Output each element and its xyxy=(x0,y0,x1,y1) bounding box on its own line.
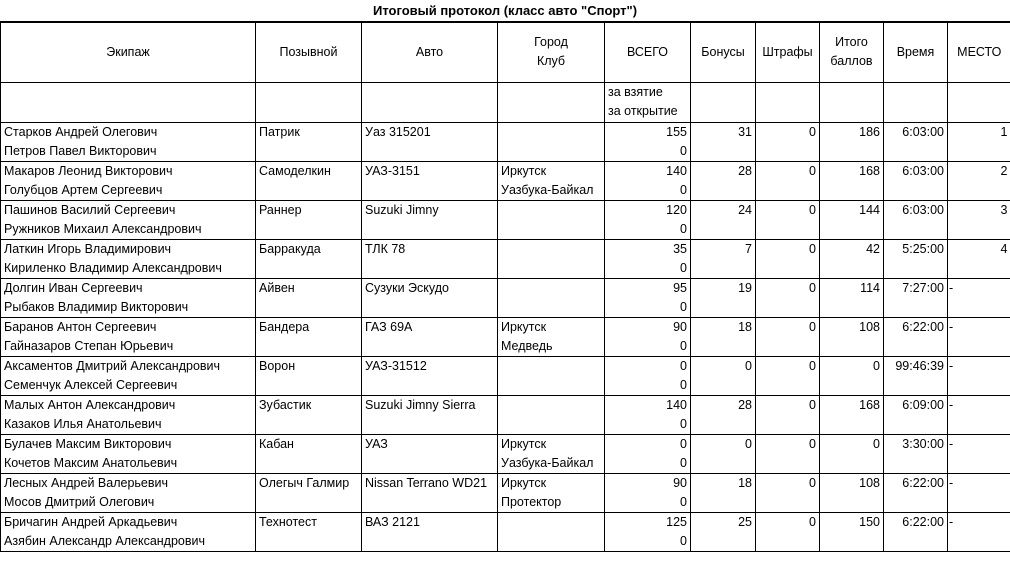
cell-club: Протектор xyxy=(498,493,605,513)
cell-club: Уазбука-Байкал xyxy=(498,181,605,201)
cell-empty xyxy=(948,493,1010,513)
cell-empty xyxy=(691,376,756,396)
cell-empty xyxy=(948,376,1010,396)
cell-city xyxy=(498,122,605,142)
cell-driver: Баранов Антон Сергеевич xyxy=(1,317,256,337)
cell-empty xyxy=(948,337,1010,357)
cell-take: 90 xyxy=(605,317,691,337)
table-row xyxy=(1,317,1010,337)
cell-navigator: Казаков Илья Анатольевич xyxy=(1,415,256,435)
cell-club xyxy=(498,298,605,318)
cell-place: - xyxy=(948,473,1010,493)
header-row xyxy=(1,22,1010,82)
cell-city xyxy=(498,356,605,376)
cell-auto: ТЛК 78 xyxy=(362,239,498,259)
cell-empty xyxy=(884,454,948,474)
cell-driver: Бричагин Андрей Аркадьевич xyxy=(1,512,256,532)
cell-bonus: 28 xyxy=(691,395,756,415)
cell-empty xyxy=(884,376,948,396)
cell-driver: Булачев Максим Викторович xyxy=(1,434,256,454)
cell-navigator: Ружников Михаил Александрович xyxy=(1,220,256,240)
cell-points: 168 xyxy=(820,161,884,181)
cell-club: Уазбука-Байкал xyxy=(498,454,605,474)
cell-navigator: Петров Павел Викторович xyxy=(1,142,256,162)
cell-points: 150 xyxy=(820,512,884,532)
cell-bonus: 24 xyxy=(691,200,756,220)
subheader-open: за открытие xyxy=(608,103,678,118)
header-time: Время xyxy=(884,22,948,82)
cell-empty xyxy=(820,376,884,396)
cell-points: 114 xyxy=(820,278,884,298)
cell-time: 6:03:00 xyxy=(884,122,948,142)
cell-empty xyxy=(884,337,948,357)
table-row xyxy=(1,122,1010,142)
cell-empty xyxy=(691,298,756,318)
cell-take: 35 xyxy=(605,239,691,259)
cell-time: 3:30:00 xyxy=(884,434,948,454)
cell-empty xyxy=(691,454,756,474)
cell-place: 3 xyxy=(948,200,1010,220)
cell-take: 90 xyxy=(605,473,691,493)
cell-city: Иркутск xyxy=(498,317,605,337)
cell-driver: Долгин Иван Сергеевич xyxy=(1,278,256,298)
cell-open: 0 xyxy=(605,142,691,162)
cell-time: 99:46:39 xyxy=(884,356,948,376)
cell-callsign: Ворон xyxy=(256,356,362,376)
cell-empty xyxy=(756,376,820,396)
cell-empty xyxy=(691,532,756,552)
cell-empty xyxy=(756,298,820,318)
cell-take: 120 xyxy=(605,200,691,220)
cell-driver: Макаров Леонид Викторович xyxy=(1,161,256,181)
table-row xyxy=(1,239,1010,259)
cell-open: 0 xyxy=(605,493,691,513)
table-row xyxy=(1,376,1010,396)
cell-callsign: Зубастик xyxy=(256,395,362,415)
cell-take: 95 xyxy=(605,278,691,298)
cell-penalty: 0 xyxy=(756,512,820,532)
cell-empty xyxy=(756,532,820,552)
cell-empty xyxy=(691,493,756,513)
cell-points: 168 xyxy=(820,395,884,415)
cell-auto: Suzuki Jimny xyxy=(362,200,498,220)
cell-take: 0 xyxy=(605,356,691,376)
cell-empty xyxy=(256,259,362,279)
cell-empty xyxy=(948,298,1010,318)
cell-empty xyxy=(362,376,498,396)
cell-time: 6:03:00 xyxy=(884,161,948,181)
cell-empty xyxy=(691,337,756,357)
cell-driver: Лесных Андрей Валерьевич xyxy=(1,473,256,493)
cell-empty xyxy=(948,181,1010,201)
table-row xyxy=(1,473,1010,493)
cell-open: 0 xyxy=(605,337,691,357)
results-table xyxy=(0,21,1010,552)
table-row xyxy=(1,278,1010,298)
cell-points: 42 xyxy=(820,239,884,259)
cell-driver: Аксаментов Дмитрий Александрович xyxy=(1,356,256,376)
cell-navigator: Семенчук Алексей Сергеевич xyxy=(1,376,256,396)
cell-place: 2 xyxy=(948,161,1010,181)
table-row xyxy=(1,200,1010,220)
cell-penalty: 0 xyxy=(756,200,820,220)
cell-bonus: 31 xyxy=(691,122,756,142)
cell-empty xyxy=(884,415,948,435)
cell-empty xyxy=(362,532,498,552)
cell-bonus: 19 xyxy=(691,278,756,298)
cell-bonus: 25 xyxy=(691,512,756,532)
cell-navigator: Кочетов Максим Анатольевич xyxy=(1,454,256,474)
cell-empty xyxy=(948,454,1010,474)
cell-points: 0 xyxy=(820,356,884,376)
cell-empty xyxy=(820,220,884,240)
cell-empty xyxy=(362,337,498,357)
table-row xyxy=(1,454,1010,474)
table-row xyxy=(1,337,1010,357)
cell-empty xyxy=(756,337,820,357)
cell-empty xyxy=(256,532,362,552)
cell-empty xyxy=(691,142,756,162)
cell-points: 108 xyxy=(820,473,884,493)
cell-empty xyxy=(756,493,820,513)
cell-empty xyxy=(362,298,498,318)
cell-penalty: 0 xyxy=(756,161,820,181)
cell-empty xyxy=(948,532,1010,552)
cell-empty xyxy=(256,337,362,357)
cell-empty xyxy=(756,454,820,474)
cell-time: 6:22:00 xyxy=(884,317,948,337)
cell-empty xyxy=(362,142,498,162)
cell-open: 0 xyxy=(605,376,691,396)
cell-empty xyxy=(362,259,498,279)
cell-city: Иркутск xyxy=(498,161,605,181)
header-place: МЕСТО xyxy=(948,22,1010,82)
cell-empty xyxy=(691,259,756,279)
cell-callsign: Айвен xyxy=(256,278,362,298)
cell-auto: ГАЗ 69А xyxy=(362,317,498,337)
cell-navigator: Азябин Александр Александрович xyxy=(1,532,256,552)
cell-driver: Малых Антон Александрович xyxy=(1,395,256,415)
cell-navigator: Мосов Дмитрий Олегович xyxy=(1,493,256,513)
cell-place: - xyxy=(948,434,1010,454)
cell-penalty: 0 xyxy=(756,239,820,259)
cell-auto: Suzuki Jimny Sierra xyxy=(362,395,498,415)
cell-open: 0 xyxy=(605,454,691,474)
cell-penalty: 0 xyxy=(756,395,820,415)
cell-bonus: 7 xyxy=(691,239,756,259)
table-row xyxy=(1,434,1010,454)
cell-navigator: Рыбаков Владимир Викторович xyxy=(1,298,256,318)
cell-auto: ВАЗ 2121 xyxy=(362,512,498,532)
cell-place: 1 xyxy=(948,122,1010,142)
cell-time: 6:22:00 xyxy=(884,512,948,532)
protocol-title: Итоговый протокол (класс авто "Спорт") xyxy=(372,3,638,18)
cell-penalty: 0 xyxy=(756,122,820,142)
header-city-club: Город Клуб xyxy=(498,22,605,82)
cell-place: - xyxy=(948,395,1010,415)
cell-club xyxy=(498,532,605,552)
cell-club xyxy=(498,259,605,279)
cell-empty xyxy=(948,142,1010,162)
header-total-points: Итого баллов xyxy=(820,22,884,82)
table-row xyxy=(1,493,1010,513)
table-row xyxy=(1,142,1010,162)
cell-empty xyxy=(820,337,884,357)
cell-bonus: 0 xyxy=(691,356,756,376)
cell-take: 125 xyxy=(605,512,691,532)
table-row xyxy=(1,298,1010,318)
cell-empty xyxy=(256,142,362,162)
cell-place: - xyxy=(948,317,1010,337)
cell-callsign: Бандера xyxy=(256,317,362,337)
cell-empty xyxy=(884,298,948,318)
cell-empty xyxy=(820,298,884,318)
subheader-total xyxy=(605,82,691,122)
table-row xyxy=(1,181,1010,201)
cell-take: 140 xyxy=(605,395,691,415)
cell-empty xyxy=(756,259,820,279)
cell-empty xyxy=(820,532,884,552)
cell-empty xyxy=(820,454,884,474)
header-total: ВСЕГО xyxy=(605,22,691,82)
cell-place: - xyxy=(948,356,1010,376)
cell-auto: Сузуки Эскудо xyxy=(362,278,498,298)
cell-bonus: 0 xyxy=(691,434,756,454)
cell-empty xyxy=(948,415,1010,435)
table-row xyxy=(1,395,1010,415)
table-row xyxy=(1,161,1010,181)
cell-empty xyxy=(820,415,884,435)
cell-open: 0 xyxy=(605,259,691,279)
cell-empty xyxy=(884,493,948,513)
cell-empty xyxy=(362,181,498,201)
cell-callsign: Барракуда xyxy=(256,239,362,259)
cell-time: 7:27:00 xyxy=(884,278,948,298)
cell-callsign: Олегыч Галмир xyxy=(256,473,362,493)
cell-take: 140 xyxy=(605,161,691,181)
cell-driver: Пашинов Василий Сергеевич xyxy=(1,200,256,220)
cell-empty xyxy=(820,493,884,513)
cell-callsign: Раннер xyxy=(256,200,362,220)
cell-empty xyxy=(256,181,362,201)
cell-city xyxy=(498,239,605,259)
cell-empty xyxy=(820,142,884,162)
cell-empty xyxy=(256,298,362,318)
cell-auto: УАЗ-3151 xyxy=(362,161,498,181)
header-callsign: Позывной xyxy=(256,22,362,82)
cell-open: 0 xyxy=(605,298,691,318)
cell-club xyxy=(498,220,605,240)
subheader-take: за взятие xyxy=(608,84,663,99)
cell-time: 5:25:00 xyxy=(884,239,948,259)
cell-points: 108 xyxy=(820,317,884,337)
cell-empty xyxy=(362,493,498,513)
cell-penalty: 0 xyxy=(756,434,820,454)
cell-points: 144 xyxy=(820,200,884,220)
cell-bonus: 18 xyxy=(691,473,756,493)
table-row xyxy=(1,532,1010,552)
cell-city xyxy=(498,200,605,220)
cell-take: 0 xyxy=(605,434,691,454)
cell-penalty: 0 xyxy=(756,356,820,376)
cell-city xyxy=(498,395,605,415)
header-penalty: Штрафы xyxy=(756,22,820,82)
cell-callsign: Самоделкин xyxy=(256,161,362,181)
cell-auto: Уаз 315201 xyxy=(362,122,498,142)
cell-empty xyxy=(884,259,948,279)
cell-empty xyxy=(884,142,948,162)
cell-penalty: 0 xyxy=(756,278,820,298)
cell-driver: Старков Андрей Олегович xyxy=(1,122,256,142)
cell-open: 0 xyxy=(605,220,691,240)
cell-empty xyxy=(884,181,948,201)
cell-empty xyxy=(820,259,884,279)
cell-club: Медведь xyxy=(498,337,605,357)
cell-empty xyxy=(362,220,498,240)
cell-navigator: Голубцов Артем Сергеевич xyxy=(1,181,256,201)
cell-empty xyxy=(256,415,362,435)
table-row xyxy=(1,356,1010,376)
cell-empty xyxy=(256,376,362,396)
subheader-row xyxy=(1,82,1010,122)
cell-points: 0 xyxy=(820,434,884,454)
cell-take: 155 xyxy=(605,122,691,142)
cell-navigator: Гайназаров Степан Юрьевич xyxy=(1,337,256,357)
cell-auto: УАЗ-31512 xyxy=(362,356,498,376)
cell-place: - xyxy=(948,512,1010,532)
cell-time: 6:09:00 xyxy=(884,395,948,415)
cell-empty xyxy=(948,259,1010,279)
cell-empty xyxy=(362,415,498,435)
cell-empty xyxy=(756,415,820,435)
cell-empty xyxy=(256,220,362,240)
cell-empty xyxy=(756,220,820,240)
table-row xyxy=(1,415,1010,435)
cell-empty xyxy=(256,493,362,513)
cell-empty xyxy=(756,181,820,201)
cell-empty xyxy=(756,142,820,162)
cell-city xyxy=(498,278,605,298)
cell-callsign: Технотест xyxy=(256,512,362,532)
cell-empty xyxy=(948,220,1010,240)
table-row xyxy=(1,220,1010,240)
cell-club xyxy=(498,142,605,162)
cell-open: 0 xyxy=(605,415,691,435)
cell-club xyxy=(498,415,605,435)
cell-empty xyxy=(691,181,756,201)
cell-bonus: 18 xyxy=(691,317,756,337)
cell-time: 6:03:00 xyxy=(884,200,948,220)
cell-penalty: 0 xyxy=(756,317,820,337)
cell-empty xyxy=(884,532,948,552)
header-auto: Авто xyxy=(362,22,498,82)
cell-city: Иркутск xyxy=(498,473,605,493)
cell-empty xyxy=(820,181,884,201)
cell-auto: УАЗ xyxy=(362,434,498,454)
cell-time: 6:22:00 xyxy=(884,473,948,493)
cell-place: - xyxy=(948,278,1010,298)
cell-club xyxy=(498,376,605,396)
cell-points: 186 xyxy=(820,122,884,142)
cell-city xyxy=(498,512,605,532)
cell-callsign: Патрик xyxy=(256,122,362,142)
cell-penalty: 0 xyxy=(756,473,820,493)
table-row xyxy=(1,259,1010,279)
cell-bonus: 28 xyxy=(691,161,756,181)
cell-open: 0 xyxy=(605,181,691,201)
cell-empty xyxy=(691,220,756,240)
cell-driver: Латкин Игорь Владимирович xyxy=(1,239,256,259)
cell-empty xyxy=(691,415,756,435)
header-bonus: Бонусы xyxy=(691,22,756,82)
cell-callsign: Кабан xyxy=(256,434,362,454)
header-crew: Экипаж xyxy=(1,22,256,82)
cell-auto: Nissan Terrano WD21 xyxy=(362,473,498,493)
cell-navigator: Кириленко Владимир Александрович xyxy=(1,259,256,279)
cell-city: Иркутск xyxy=(498,434,605,454)
cell-empty xyxy=(362,454,498,474)
table-row xyxy=(1,512,1010,532)
cell-empty xyxy=(884,220,948,240)
cell-place: 4 xyxy=(948,239,1010,259)
cell-open: 0 xyxy=(605,532,691,552)
cell-empty xyxy=(256,454,362,474)
